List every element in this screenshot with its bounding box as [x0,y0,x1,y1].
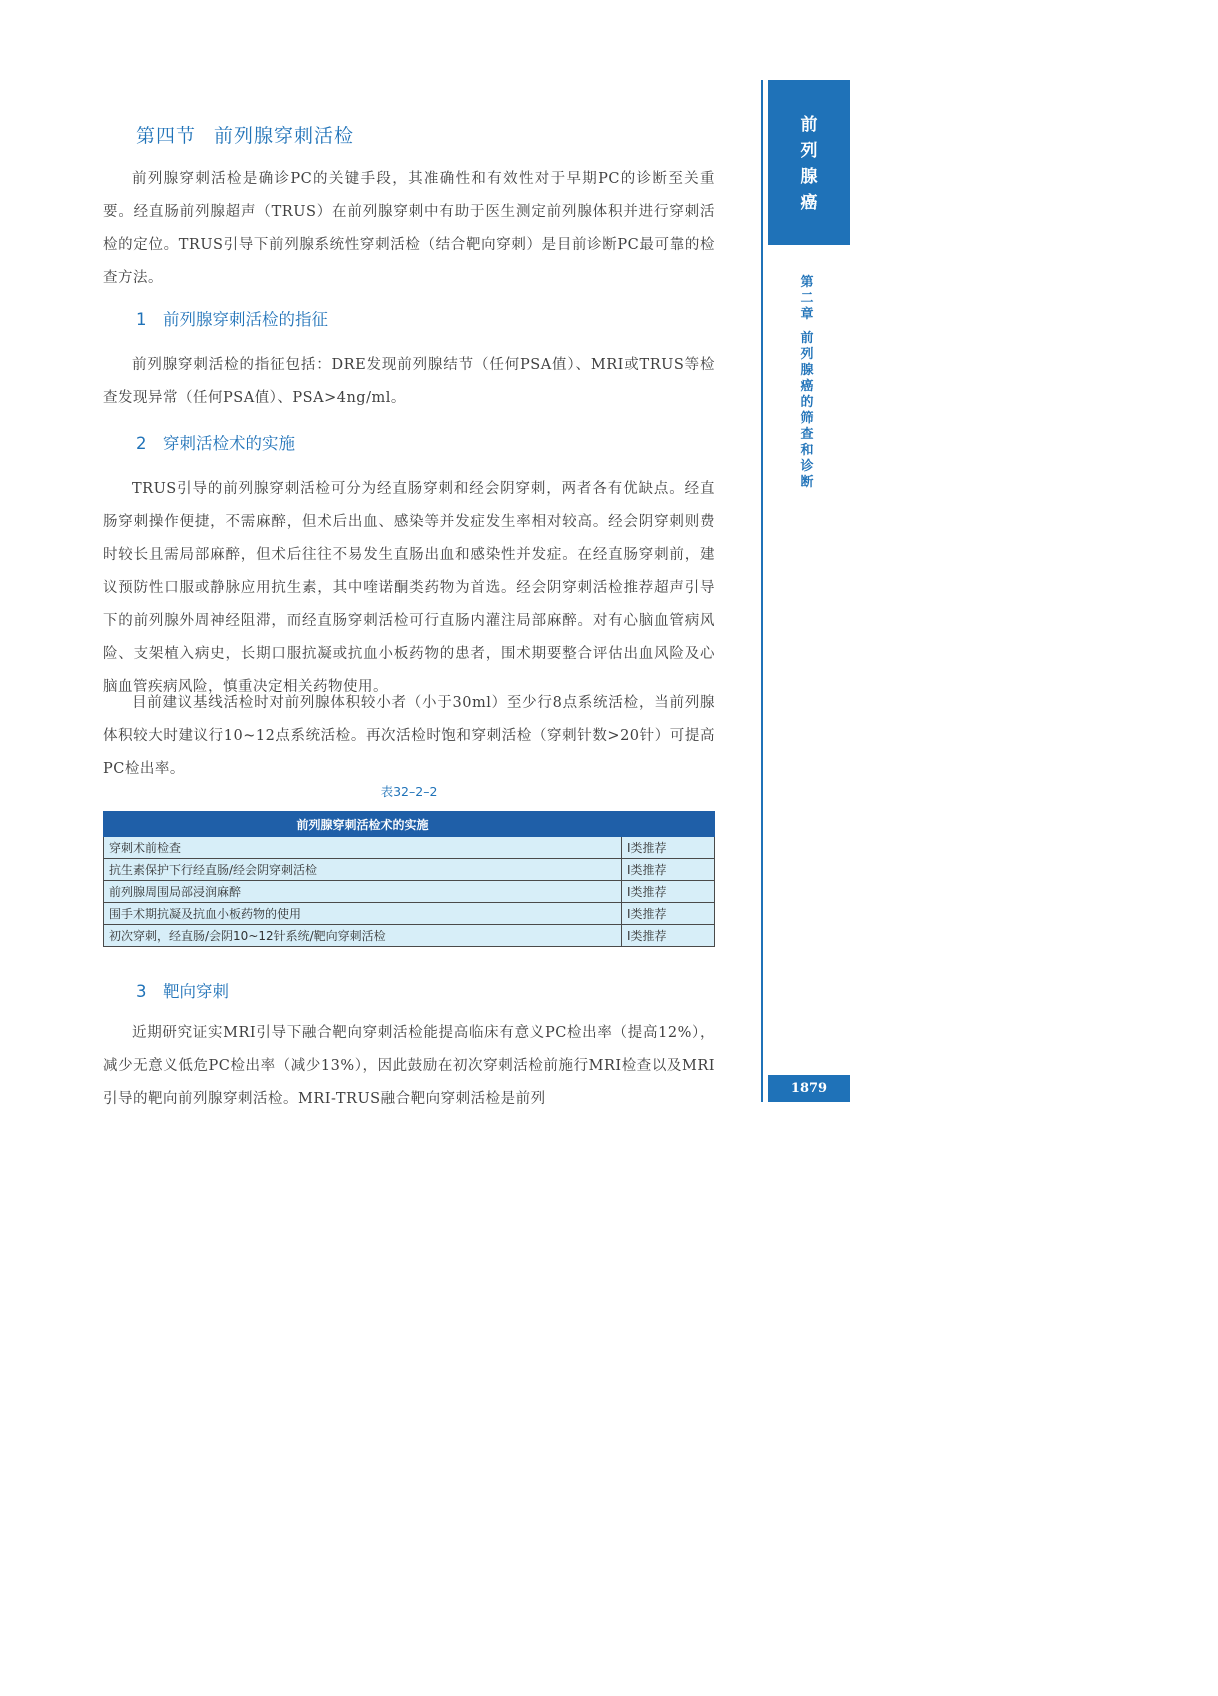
chapter-tab [768,80,850,245]
heading-number: 2 [136,434,147,453]
table-header-row [104,812,715,837]
margin-rule [761,80,763,1102]
table-cell-item: 初次穿刺，经直肠/会阴10~12针系统/靶向穿刺活检 [104,925,622,947]
table-cell-item: 抗生素保护下行经直肠/经会阴穿刺活检 [104,859,622,881]
chapter-char: 诊 [800,459,814,474]
chapter-char: 和 [800,443,814,458]
table-row [104,837,715,859]
chapter-label [795,275,819,491]
table-row [104,903,715,925]
chapter-char: 癌 [800,379,814,394]
heading-number: 1 [136,310,147,329]
recommendation-table [103,811,715,947]
table-caption: 表32–2–2 [380,784,438,799]
tab-char: 列 [800,141,818,161]
chapter-char: 章 [800,307,814,322]
heading-text: 穿刺活检术的实施 [163,434,295,453]
table-row [104,859,715,881]
table-cell-item: 前列腺周围局部浸润麻醉 [104,881,622,903]
tab-char: 癌 [800,193,818,213]
baseline-paragraph: 目前建议基线活检时对前列腺体积较小者（小于30ml）至少行8点系统活检，当前列腺体积较大时建议行10~12点系统活检。再次活检时饱和穿刺活检（穿刺针数>20针）可提高PC检出率。 [103,695,715,777]
heading-text: 前列腺穿刺活检的指征 [163,310,328,329]
section-number: 第四节 [136,125,197,147]
implementation-paragraph: TRUS引导的前列腺穿刺活检可分为经直肠穿刺和经会阴穿刺，两者各有优缺点。经直肠穿刺操作便捷，不需麻醉，但术后出血、感染等并发症发生率相对较高。经会阴穿刺则费时较长且需局部麻醉，但术后往往不易发生直肠出血和感染性并发症。在经直肠穿刺前，建议预防性口服或静脉应用抗生素，其中喹诺酮类药物为首选。经会阴穿刺活检推荐超声引导下的前列腺外周神经阻滞，而经直肠穿刺活检可行直肠内灌注局部麻醉。对有心脑血管病风险、支架植入病史，长期口服抗凝或抗血小板药物的患者，围术期要整合评估出血风险及心脑血管疾病风险，慎重决定相关药物使用。 [103,481,715,695]
table-cell-grade: Ⅰ类推荐 [622,925,715,947]
chapter-char: 列 [800,347,814,362]
heading-targeted [136,978,229,1002]
chapter-char: 二 [800,291,814,306]
heading-implementation [136,430,295,454]
table-cell-grade: Ⅰ类推荐 [622,881,715,903]
table-header-grade [622,812,715,837]
intro-paragraph: 前列腺穿刺活检是确诊PC的关键手段，其准确性和有效性对于早期PC的诊断至关重要。经直肠前列腺超声（TRUS）在前列腺穿刺中有助于医生测定前列腺体积并进行穿刺活检的定位。TRUS引导下前列腺系统性穿刺活检（结合靶向穿刺）是目前诊断PC最可靠的检查方法。 [103,171,715,286]
section-title [136,121,354,148]
tab-char: 腺 [800,167,818,187]
heading-indications [136,306,328,330]
table-cell-item: 围手术期抗凝及抗血小板药物的使用 [104,903,622,925]
table-cell-grade: Ⅰ类推荐 [622,837,715,859]
indications-paragraph: 前列腺穿刺活检的指征包括：DRE发现前列腺结节（任何PSA值）、MRI或TRUS等检查发现异常（任何PSA值）、PSA>4ng/ml。 [103,357,715,406]
chapter-char: 前 [800,331,814,346]
chapter-char: 的 [800,395,814,410]
chapter-char: 腺 [800,363,814,378]
chapter-char: 第 [800,275,814,290]
tab-char: 前 [800,115,818,135]
chapter-char: 查 [800,427,814,442]
table-header-item: 前列腺穿刺活检术的实施 [104,812,622,837]
page-number: 1879 [768,1075,850,1102]
table-cell-item: 穿刺术前检查 [104,837,622,859]
table-cell-grade: Ⅰ类推荐 [622,859,715,881]
chapter-char [795,323,819,331]
table-row [104,925,715,947]
section-title-text: 前列腺穿刺活检 [214,125,355,147]
heading-number: 3 [136,982,147,1001]
table-row [104,881,715,903]
heading-text: 靶向穿刺 [163,982,229,1001]
chapter-char: 筛 [800,411,814,426]
targeted-paragraph: 近期研究证实MRI引导下融合靶向穿刺活检能提高临床有意义PC检出率（提高12%），减少无意义低危PC检出率（减少13%），因此鼓励在初次穿刺活检前施行MRI检查以及MRI引导的靶向前列腺穿刺活检。MRI-TRUS融合靶向穿刺活检是前列 [103,1025,715,1107]
chapter-char: 断 [800,475,814,490]
table-cell-grade: Ⅰ类推荐 [622,903,715,925]
